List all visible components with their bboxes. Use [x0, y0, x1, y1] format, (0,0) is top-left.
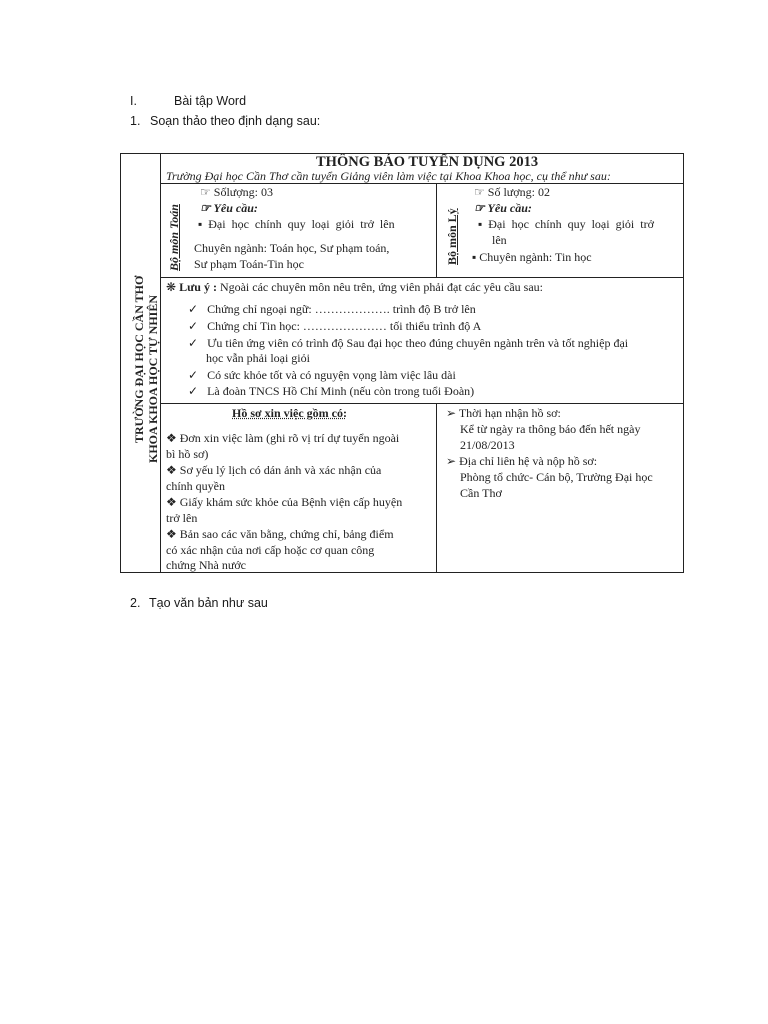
deadline-text2: 21/08/2013: [460, 438, 515, 452]
note-c1: Chứng chỉ ngoại ngữ: ………………. trình độ B trở lên: [207, 302, 476, 316]
ly-req-row: [474, 201, 532, 217]
toan-major2: Sư phạm Toán-Tin học: [194, 257, 305, 271]
note-c4: Có sức khỏe tốt và có nguyện vọng làm việc lâu dài: [207, 368, 456, 382]
border-left: [120, 153, 121, 573]
list-text-2: Tạo văn bản như sau: [149, 596, 268, 610]
ly-req1a: Đại học chính quy loại giỏi trở: [488, 217, 654, 231]
note-c4-row: [188, 368, 456, 384]
square-bullet-icon: ▪: [472, 250, 480, 264]
docs-d4-row: [166, 527, 394, 543]
note-c1-row: [188, 302, 476, 318]
check-icon: ✓: [188, 384, 208, 398]
toan-req-label: Yêu cầu:: [213, 201, 258, 215]
ly-req-label: Yêu cầu:: [487, 201, 532, 215]
ly-major-row: [472, 250, 592, 266]
row-divider-3: [160, 403, 684, 404]
heading-number: I.: [130, 94, 137, 108]
docs-d4a: Bản sao các văn bằng, chứng chỉ, bảng điểm: [179, 527, 394, 541]
check-icon: ✓: [188, 319, 208, 333]
note-c3-row: [188, 336, 628, 352]
docs-d4b: có xác nhận của nơi cấp hoặc cơ quan công: [166, 543, 375, 557]
docs-d2b: chính quyền: [166, 479, 225, 493]
note-row: [166, 280, 543, 296]
deadline-row: [446, 406, 561, 422]
ly-req1b: lên: [492, 233, 507, 247]
docs-d1a: Đơn xin việc làm (ghi rõ vị trí dự tuyển ngoài: [179, 431, 400, 445]
docs-d3-row: [166, 495, 402, 511]
toan-major1: Chuyên ngành: Toán học, Sư phạm toán,: [194, 241, 390, 255]
deadline-label: Thời hạn nhận hồ sơ:: [458, 406, 561, 420]
docs-d3a: Giấy khám sức khỏe của Bệnh viện cấp huyện: [179, 495, 403, 509]
recruitment-notice-image: [120, 153, 684, 573]
ly-req1a-row: [478, 217, 654, 233]
col-divider-1: [436, 183, 437, 277]
docs-d2a: Sơ yếu lý lịch có dán ảnh và xác nhận của: [179, 463, 382, 477]
note-text: Ngoài các chuyên môn nêu trên, ứng viên phải đạt các yêu cầu sau:: [219, 280, 543, 294]
note-c3a: Ưu tiên ứng viên có trình độ Sau đại học theo đúng chuyên ngành trên và tốt nghiệp đại: [207, 336, 629, 350]
hand-icon: ☞: [474, 185, 488, 199]
notice-title: THÔNG BÁO TUYỂN DỤNG 2013: [316, 154, 539, 170]
diamond-icon: ❖: [166, 495, 180, 509]
address-text2: Cần Thơ: [460, 486, 502, 500]
heading-line: [130, 93, 246, 109]
toan-count: Sốlượng: 03: [213, 185, 273, 199]
hand-icon: ☞: [474, 201, 488, 215]
list-number-1: 1.: [130, 114, 141, 128]
list-number-2: 2.: [130, 596, 141, 610]
toan-req-row: [200, 201, 258, 217]
note-c2: Chứng chỉ Tin học: ………………… tối thiểu trình độ A: [207, 319, 482, 333]
docs-d3b: trở lên: [166, 511, 198, 525]
check-icon: ✓: [188, 302, 208, 316]
list-text-1: Soạn thảo theo định dạng sau:: [150, 114, 321, 128]
check-icon: ✓: [188, 336, 208, 350]
note-c5: Là đoàn TNCS Hồ Chí Minh (nếu còn trong tuổi Đoàn): [207, 384, 475, 398]
hand-icon: ☞: [200, 185, 214, 199]
note-c5-row: [188, 384, 474, 400]
diamond-icon: ❖: [166, 527, 180, 541]
arrow-icon: ➢: [446, 406, 459, 420]
docs-d2-row: [166, 463, 381, 479]
col-divider-2: [436, 403, 437, 573]
ly-count-row: [474, 185, 550, 201]
hand-icon: ☞: [200, 201, 214, 215]
list-item-2: [130, 595, 268, 611]
docs-d1-row: [166, 431, 399, 447]
note-label: Lưu ý :: [179, 280, 217, 294]
toan-count-row: [200, 185, 273, 201]
docs-d4c: chứng Nhà nước: [166, 558, 246, 572]
address-text1: Phòng tổ chức- Cán bộ, Trường Đại học: [460, 470, 653, 484]
row-divider-2: [160, 277, 684, 278]
side-title-faculty: KHOA KHOA HỌC TỰ NHIÊN: [146, 294, 160, 463]
square-bullet-icon: ▪: [478, 217, 489, 231]
list-item-1: [130, 113, 320, 129]
address-label: Địa chỉ liên hệ và nộp hồ sơ:: [459, 454, 598, 468]
star-icon: ❋: [166, 280, 180, 294]
diamond-icon: ❖: [166, 431, 180, 445]
arrow-icon: ➢: [446, 454, 460, 468]
docs-d1b: bì hồ sơ): [166, 447, 209, 461]
ly-label: Bộ môn Lý: [445, 208, 459, 265]
row-divider-1: [160, 183, 684, 184]
toan-label: Bộ môn Toán: [167, 204, 181, 271]
border-right: [683, 153, 684, 573]
address-row: [446, 454, 597, 470]
diamond-icon: ❖: [166, 463, 180, 477]
check-icon: ✓: [188, 368, 208, 382]
ly-count: Số lượng: 02: [487, 185, 550, 199]
note-c2-row: [188, 319, 481, 335]
toan-req1-row: [198, 217, 395, 233]
square-bullet-icon: ▪: [198, 217, 209, 231]
docs-title: Hồ sơ xin việc gồm có:: [232, 406, 347, 420]
heading-text: Bài tập Word: [174, 94, 247, 108]
toan-req1: Đại học chính quy loại giỏi trở lên: [208, 217, 395, 231]
note-c3b: học vẫn phải loại giỏi: [206, 351, 310, 365]
deadline-text1: Kể từ ngày ra thông báo đến hết ngày: [460, 422, 641, 436]
ly-major: Chuyên ngành: Tin học: [479, 250, 592, 264]
notice-subtitle: Trường Đại học Cần Thơ cần tuyển Giảng viên làm việc tại Khoa Khoa học, cụ thể như sau:: [166, 169, 611, 183]
side-title-university: TRƯỜNG ĐẠI HỌC CẦN THƠ: [132, 275, 146, 443]
